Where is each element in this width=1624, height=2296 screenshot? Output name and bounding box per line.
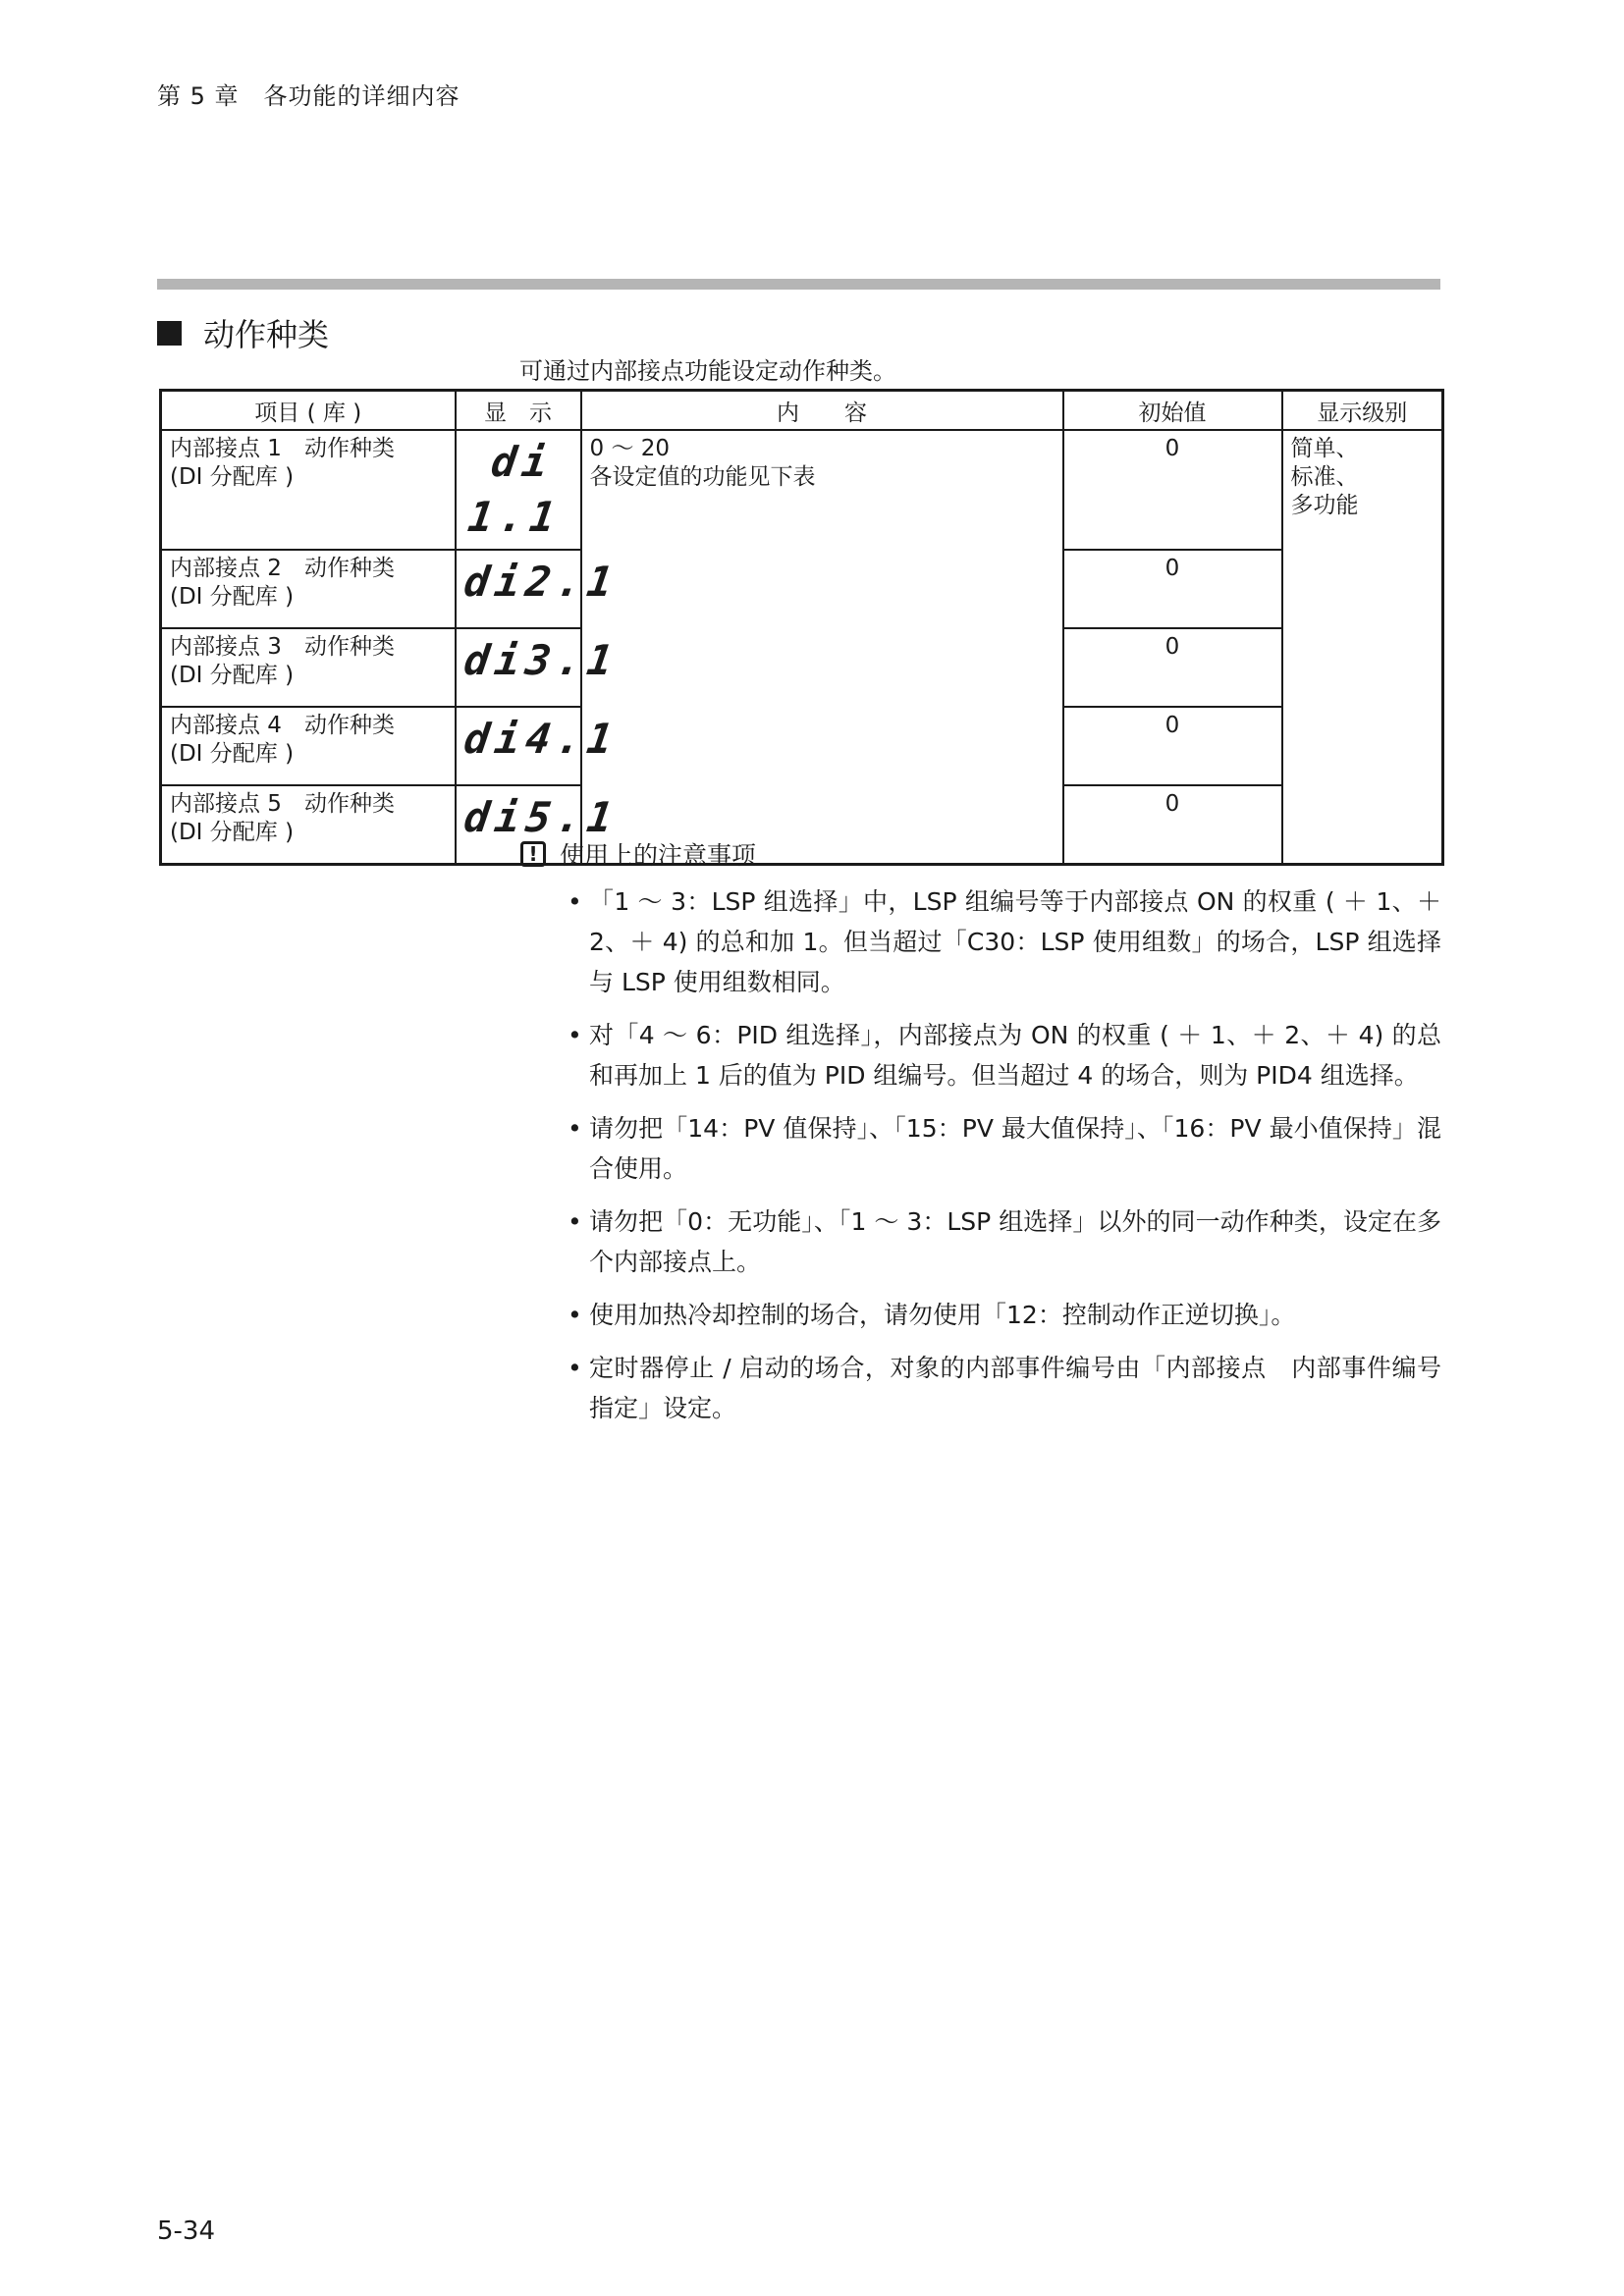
item-name: 内部接点 2 动作种类 — [170, 556, 395, 581]
item-bank: (DI 分配库 ) — [170, 820, 295, 845]
list-item: • 使用加热冷却控制的场合，请勿使用「12：控制动作正逆切换」。 — [568, 1295, 1441, 1335]
header-item: 项目 ( 库 ) — [161, 391, 456, 431]
section-title-text: 动作种类 — [203, 316, 330, 353]
item-cell — [161, 707, 456, 785]
level-simple: 简单、 — [1290, 436, 1359, 461]
level-multi: 多功能 — [1290, 493, 1359, 518]
chapter-header: 第 5 章 各功能的详细内容 — [157, 82, 460, 110]
item-cell — [161, 430, 456, 550]
display-cell — [456, 707, 622, 785]
display-cell — [456, 628, 622, 707]
item-bank: (DI 分配库 ) — [170, 464, 295, 490]
seven-segment-display: di 1.1 — [464, 438, 565, 541]
list-item: • 请勿把「0：无功能」、「1 ～ 3：LSP 组选择」以外的同一动作种类，设定在多个内部接点上。 — [568, 1201, 1441, 1282]
item-cell — [161, 785, 456, 865]
content-range: 0 ～ 20 — [589, 436, 671, 461]
list-item: • 定时器停止 / 启动的场合，对象的内部事件编号由「内部接点 内部事件编号指定」设定。 — [568, 1348, 1441, 1428]
initial-value-cell: 0 — [1063, 430, 1282, 550]
table-row — [161, 430, 1443, 550]
bullet-icon: • — [568, 1114, 582, 1143]
table-header-row — [161, 391, 1443, 431]
display-cell — [456, 430, 581, 550]
item-cell — [161, 628, 456, 707]
item-bank: (DI 分配库 ) — [170, 741, 295, 767]
caution-heading — [520, 836, 756, 872]
bullet-icon: • — [568, 887, 582, 916]
item-name: 内部接点 3 动作种类 — [170, 634, 395, 660]
initial-value-cell: 0 — [1063, 628, 1282, 707]
header-initial: 初始值 — [1063, 391, 1282, 431]
section-title — [157, 310, 329, 355]
seven-segment-display: di2.1 — [460, 558, 622, 606]
section-intro: 可通过内部接点功能设定动作种类。 — [519, 357, 896, 385]
seven-segment-display: di3.1 — [460, 636, 622, 684]
initial-value-cell: 0 — [1063, 707, 1282, 785]
list-item: • 请勿把「14：PV 值保持」、「15：PV 最大值保持」、「16：PV 最小值保持」混合使用。 — [568, 1108, 1441, 1189]
item-name: 内部接点 1 动作种类 — [170, 436, 395, 461]
content-note: 各设定值的功能见下表 — [589, 464, 816, 490]
bullet-icon: • — [568, 1207, 582, 1236]
bullet-icon: • — [568, 1021, 582, 1049]
list-item: • 对「4 ～ 6：PID 组选择」，内部接点为 ON 的权重 ( ＋ 1、＋ 2、＋ 4) 的总和再加上 1 后的值为 PID 组编号。但当超过 4 的场合，则为 PID4 组选择。 — [568, 1015, 1441, 1095]
initial-value-cell: 0 — [1063, 550, 1282, 628]
seven-segment-display: di5.1 — [460, 793, 622, 841]
seven-segment-display: di4.1 — [460, 715, 622, 763]
list-item: • 「1 ～ 3：LSP 组选择」中，LSP 组编号等于内部接点 ON 的权重 ( ＋ 1、＋ 2、＋ 4) 的总和加 1。但当超过「C30：LSP 使用组数」的场合，LSP 组选择与 LSP 使用组数相同。 — [568, 881, 1441, 1002]
header-display: 显 示 — [456, 391, 581, 431]
content-cell — [581, 430, 1063, 865]
caution-list — [568, 881, 1441, 1441]
display-level-cell — [1282, 430, 1443, 865]
level-standard: 标准、 — [1290, 464, 1359, 490]
caution-icon: ! — [520, 841, 546, 867]
section-divider — [157, 279, 1440, 290]
bullet-icon: • — [568, 1301, 582, 1329]
item-bank: (DI 分配库 ) — [170, 584, 295, 610]
bullet-icon: • — [568, 1354, 582, 1382]
item-name: 内部接点 4 动作种类 — [170, 713, 395, 738]
caution-title: 使用上的注意事项 — [560, 841, 757, 870]
item-bank: (DI 分配库 ) — [170, 663, 295, 688]
initial-value-cell: 0 — [1063, 785, 1282, 865]
parameter-table — [159, 389, 1444, 866]
square-bullet-icon — [157, 321, 182, 346]
header-level: 显示级别 — [1282, 391, 1443, 431]
page-number: 5-34 — [157, 2216, 216, 2246]
header-content: 内 容 — [581, 391, 1063, 431]
item-name: 内部接点 5 动作种类 — [170, 791, 395, 817]
item-cell — [161, 550, 456, 628]
display-cell — [456, 550, 622, 628]
